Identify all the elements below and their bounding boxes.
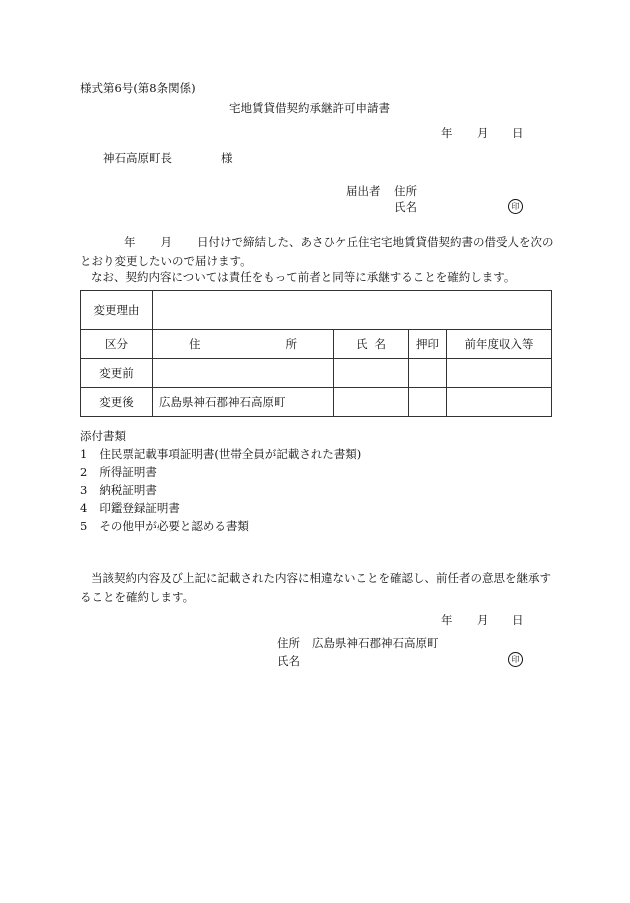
addressee-honorific: 様 [221,151,233,165]
header-address [153,330,334,359]
change-table [80,290,552,417]
row-after-seal[interactable] [409,388,447,417]
row-after-category: 変更後 [81,388,153,417]
list-item [80,518,249,534]
date-day: 日 [512,126,524,140]
list-item-number: 2 [80,465,88,479]
confirm-address-value: 広島県神石郡神石高原町 [312,636,439,650]
row-before-seal[interactable] [409,359,447,388]
header-category: 区分 [81,330,153,359]
table-header-row [81,330,552,359]
list-item-text: 納税証明書 [99,483,157,497]
list-item [80,482,157,498]
row-before-address[interactable] [153,359,334,388]
applicant-seal-icon: 印 [508,199,523,214]
list-item-text: 所得証明書 [99,465,157,479]
list-item-text: 印鑑登録証明書 [99,501,180,515]
addressee-name: 神石高原町長 [103,151,172,165]
header-address-right: 所 [285,337,297,351]
header-name-right: 名 [374,337,386,351]
reason-field[interactable] [153,291,552,330]
row-before-name[interactable] [334,359,409,388]
header-name-left: 氏 [356,337,368,351]
reason-label: 変更理由 [81,291,153,330]
date-year-bottom: 年 [441,613,453,627]
header-income: 前年度収入等 [447,330,552,359]
row-before-income[interactable] [447,359,552,388]
list-item-text: その他甲が必要と認める書類 [99,519,249,533]
table-row [81,359,552,388]
list-item-text: 住民票記載事項証明書(世帯全員が記載された書類) [99,447,362,461]
applicant-name-label: 氏名 [394,200,417,214]
date-day-bottom: 日 [512,613,524,627]
applicant-address-label: 住所 [394,184,417,198]
row-after-name[interactable] [334,388,409,417]
list-item [80,500,180,516]
header-address-left: 住 [189,337,201,351]
row-before-category: 変更前 [81,359,153,388]
row-after-address[interactable]: 広島県神石郡神石高原町 [153,388,334,417]
confirm-name-label: 氏名 [277,654,300,668]
date-month-bottom: 月 [477,613,489,627]
header-name [334,330,409,359]
header-seal: 押印 [409,330,447,359]
list-item-number: 1 [80,447,88,461]
table-row [81,388,552,417]
form-number: 様式第6号(第8条関係) [80,81,196,95]
date-year: 年 [441,126,453,140]
confirmation-text: 当該契約内容及び上記に記載された内容に相違ないことを確認し、前任者の意思を継承することを確約します。 [80,571,551,604]
list-item-number: 5 [80,519,88,533]
confirm-seal-icon: 印 [508,652,523,667]
para1-month: 月 [160,235,172,249]
list-item-number: 3 [80,483,88,497]
attachments-heading: 添付書類 [80,429,126,443]
reason-row [81,291,552,330]
document-title: 宅地賃貸借契約承継許可申請書 [229,101,390,115]
para1-text: 日付けで締結した、あさひケ丘住宅宅地賃貸借契約書の借受人を次のとおり変更したいので届けます。 [80,235,554,268]
list-item-number: 4 [80,501,88,515]
row-after-income[interactable] [447,388,552,417]
body-paragraph-2: なお、契約内容については責任をもって前者と同等に承継することを確約します。 [91,270,516,284]
list-item [80,446,361,462]
date-month: 月 [477,126,489,140]
body-paragraph-1 [80,233,558,271]
confirm-address-label: 住所 [277,636,300,650]
applicant-label: 届出者 [346,184,381,198]
para1-year: 年 [124,235,136,249]
list-item [80,464,157,480]
